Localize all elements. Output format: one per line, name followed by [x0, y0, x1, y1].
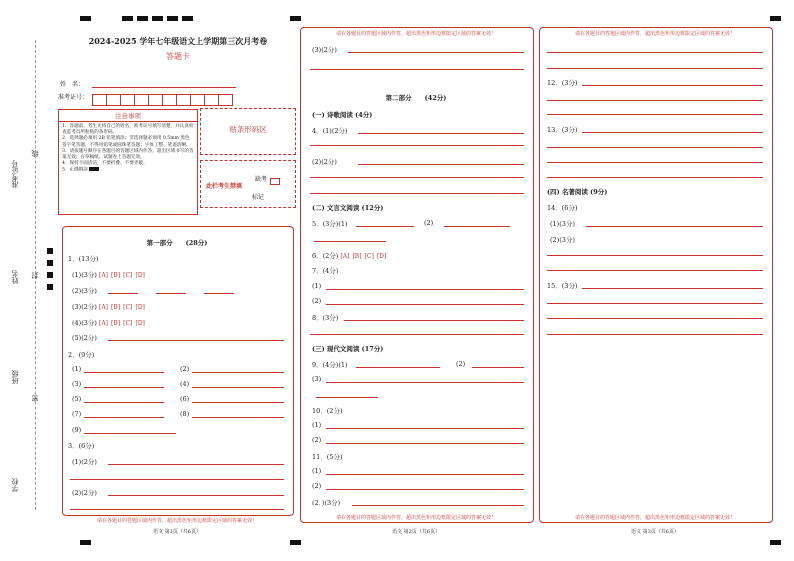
answer-line[interactable]: [444, 226, 510, 227]
q9-3: (3): [312, 375, 322, 383]
answer-line[interactable]: [108, 464, 284, 465]
registration-mark: [167, 16, 178, 21]
q11-2: (2): [312, 482, 322, 490]
answer-card-title: 答题卡: [166, 52, 190, 61]
notice-item: 3．请按题号顺序在各题目的答题区域内作答，超出区域书写的答案无效；在草稿纸、试题卷上答题无效。: [62, 148, 194, 161]
notice-item: 4．保持卡面清洁，不要折叠、不要弄破。: [62, 161, 148, 167]
warning-banner: 请在各题目的答题区域内作答，超出黑色矩形边框限定区域的答案无效！: [335, 31, 496, 37]
answer-line[interactable]: [108, 340, 284, 341]
answer-line[interactable]: [310, 145, 524, 146]
id-label: 准考证号：: [58, 94, 89, 101]
answer-line[interactable]: [192, 387, 284, 388]
q2-2: (2): [180, 365, 190, 373]
question-4: 4．(1)(2分): [312, 127, 348, 135]
answer-line[interactable]: [192, 402, 284, 403]
warning-banner: 请在各题目的答题区域内作答，超出黑色矩形边框限定区域的答案无效！: [335, 515, 496, 521]
q1-4: (4)(3分) [A] [B] [C] [D]: [72, 319, 145, 327]
q3-2: (2)(2分): [72, 489, 97, 497]
q1-1: (1)(3分) [A] [B] [C] [D]: [72, 271, 145, 279]
answer-line[interactable]: [70, 509, 284, 510]
name-line[interactable]: [92, 87, 236, 88]
subsection-title: (一) 诗歌阅读 (4分): [312, 111, 373, 119]
subsection-title: (四) 名著阅读 (9分): [547, 188, 608, 196]
mark-label: 标记: [252, 194, 265, 201]
answer-line[interactable]: [344, 320, 524, 321]
registration-mark: [80, 540, 91, 545]
answer-line[interactable]: [156, 293, 186, 294]
q10-2: (2): [312, 436, 322, 444]
answer-line[interactable]: [316, 397, 378, 398]
registration-mark: [47, 272, 53, 278]
side-label-name: 姓名: [11, 270, 19, 284]
answer-line[interactable]: [582, 288, 763, 289]
answer-line[interactable]: [356, 226, 414, 227]
answer-line[interactable]: [358, 164, 524, 165]
answer-line[interactable]: [547, 162, 763, 163]
answer-line[interactable]: [204, 293, 234, 294]
question-8: 8．(3分): [312, 314, 339, 322]
q2-7: (7): [72, 410, 82, 418]
q10-1: (1): [312, 421, 322, 429]
answer-line[interactable]: [547, 334, 763, 335]
answer-line[interactable]: [108, 495, 284, 496]
q2-4: (4): [180, 380, 190, 388]
question-12: 12．(3分): [547, 79, 578, 87]
q7-2: (2): [312, 297, 322, 305]
registration-mark: [137, 16, 148, 21]
answer-line[interactable]: [547, 68, 763, 69]
question-7: 7．(4分): [312, 267, 339, 275]
page-footer: 语文 第3页（共6页）: [631, 529, 679, 535]
subsection-title: (二) 文言文阅读 (12分): [312, 204, 384, 212]
q14-1: (1)(3分): [550, 220, 575, 228]
name-label: 姓 名：: [60, 81, 85, 88]
answer-line[interactable]: [547, 270, 763, 271]
q2-9: (9): [72, 426, 82, 434]
answer-line[interactable]: [547, 318, 763, 319]
answer-line[interactable]: [310, 193, 524, 194]
registration-mark: [770, 540, 781, 545]
warning-banner: 请在各题目的答题区域内作答，超出黑色矩形边框限定区域的答案无效！: [96, 518, 257, 524]
missing-label: 缺考: [255, 176, 268, 183]
q11-1: (1): [312, 467, 322, 475]
exam-title: 2024-2025 学年七年级语文上学期第三次月考卷: [88, 36, 268, 46]
side-label-school: 学校: [11, 478, 19, 492]
missing-checkbox[interactable]: [270, 178, 280, 185]
page-footer: 语文 第1页（共6页）: [153, 529, 201, 535]
notice-item: 5．正确填涂: [62, 167, 88, 173]
question-14: 14．(6分): [547, 204, 578, 212]
answer-line[interactable]: [326, 289, 524, 290]
q2-8: (8): [180, 410, 190, 418]
answer-line[interactable]: [586, 226, 763, 227]
q1-3: (3)(2分) [A] [B] [C] [D]: [72, 303, 145, 311]
answer-line[interactable]: [356, 367, 440, 368]
question-2: 2．(9分): [68, 351, 95, 359]
q3-1: (1)(2分): [72, 458, 97, 466]
question-10: 10．(2分): [312, 407, 343, 415]
question-15: 15．(3分): [547, 282, 578, 290]
question-9: 9．(4分)(1): [312, 361, 348, 369]
absent-box: [200, 160, 296, 208]
page-footer: 语文 第2页（共6页）: [392, 529, 440, 535]
question-6: 6．(2分) [A] [B] [C] [D]: [312, 252, 387, 260]
answer-line[interactable]: [547, 147, 763, 148]
registration-mark: [47, 284, 53, 290]
question-5: 5．(3分)(1): [312, 220, 348, 228]
answer-line[interactable]: [547, 303, 763, 304]
question-13: 13．(3分): [547, 126, 578, 134]
registration-mark: [290, 16, 301, 21]
registration-mark: [122, 16, 133, 21]
barcode-area: [200, 108, 296, 155]
absent-label: 此栏考生禁填: [206, 183, 243, 190]
question-1: 1．(13分): [68, 255, 99, 263]
registration-mark: [290, 540, 301, 545]
section-title: 第二部分 (42分): [385, 94, 447, 102]
answer-line[interactable]: [326, 489, 524, 490]
answer-line[interactable]: [326, 304, 524, 305]
notice-box: [58, 109, 198, 215]
answer-line[interactable]: [192, 372, 284, 373]
answer-line[interactable]: [358, 133, 524, 134]
answer-line[interactable]: [547, 255, 763, 256]
side-label-class: 班级: [11, 370, 19, 384]
answer-line[interactable]: [326, 382, 524, 383]
answer-line[interactable]: [314, 241, 386, 242]
q2-1: (1): [72, 365, 82, 373]
section-title: 第一部分 (28分): [146, 239, 208, 247]
answer-line[interactable]: [84, 372, 164, 373]
answer-line[interactable]: [310, 334, 524, 335]
answer-line[interactable]: [84, 417, 164, 418]
q11-3: (2．)(3分): [312, 499, 341, 507]
side-label-id: 准考证号: [11, 160, 19, 188]
answer-line[interactable]: [352, 505, 524, 506]
q4-2: (2)(2分): [312, 158, 337, 166]
notice-item: 1．答题前，考生先将自己的姓名，准考证号填写清楚，并认真检查监考员所粘贴的条形码。: [62, 124, 194, 136]
registration-mark: [152, 16, 163, 21]
registration-mark: [47, 260, 53, 266]
answer-line[interactable]: [84, 433, 176, 434]
answer-line[interactable]: [547, 52, 763, 53]
answer-line[interactable]: [547, 114, 763, 115]
q1-2: (2)(3分): [72, 287, 97, 295]
warning-banner: 请在各题目的答题区域内作答，超出黑色矩形边框限定区域的答案无效！: [574, 31, 735, 37]
q5-2: (2): [424, 219, 434, 227]
notice-item: 2．选择题必须用 2B 铅笔填涂；非选择题必须用 0.5mm 黑色签字笔答题，不得用铅笔或圆珠笔答题；字体工整、笔迹清晰。: [62, 136, 191, 148]
registration-mark: [182, 16, 193, 21]
q1-5: (5)(2分): [72, 334, 97, 342]
side-label-line: 线: [31, 150, 39, 157]
side-label-secret: 密: [31, 395, 39, 402]
answer-line[interactable]: [192, 417, 284, 418]
question-3: 3．(6分): [68, 442, 95, 450]
id-boxes[interactable]: [92, 89, 232, 108]
answer-line[interactable]: [547, 100, 763, 101]
registration-mark: [80, 16, 91, 21]
warning-banner: 请在各题目的答题区域内作答，超出黑色矩形边框限定区域的答案无效！: [574, 515, 735, 521]
subsection-title: (三) 现代文阅读 (17分): [312, 345, 384, 353]
answer-line[interactable]: [310, 69, 524, 70]
filled-sample-icon: [89, 167, 99, 171]
q2-6: (6): [180, 395, 190, 403]
q2-3: (3): [72, 380, 82, 388]
answer-line[interactable]: [582, 132, 763, 133]
q2-5: (5): [72, 395, 82, 403]
answer-line[interactable]: [84, 402, 164, 403]
answer-line[interactable]: [472, 367, 524, 368]
answer-line[interactable]: [326, 474, 524, 475]
answer-line[interactable]: [84, 387, 164, 388]
answer-line[interactable]: [108, 293, 138, 294]
notice-title: 注意事项: [59, 110, 197, 122]
answer-line[interactable]: [310, 177, 524, 178]
barcode-label: 贴条形码区: [229, 125, 267, 134]
registration-mark: [47, 248, 53, 254]
registration-mark: [770, 16, 781, 21]
q7-1: (1): [312, 282, 322, 290]
q9-2: (2): [456, 360, 466, 368]
answer-line[interactable]: [70, 479, 284, 480]
side-label-seal: 封: [31, 272, 39, 279]
q3-3: (3)(2分): [312, 46, 337, 54]
answer-line[interactable]: [547, 177, 763, 178]
answer-line[interactable]: [326, 428, 524, 429]
question-11: 11．(5分): [312, 453, 343, 461]
answer-panel-3: [539, 27, 773, 523]
answer-line[interactable]: [326, 443, 524, 444]
answer-line[interactable]: [348, 52, 524, 53]
answer-line[interactable]: [582, 85, 763, 86]
q14-2: (2)(3分): [550, 236, 575, 244]
